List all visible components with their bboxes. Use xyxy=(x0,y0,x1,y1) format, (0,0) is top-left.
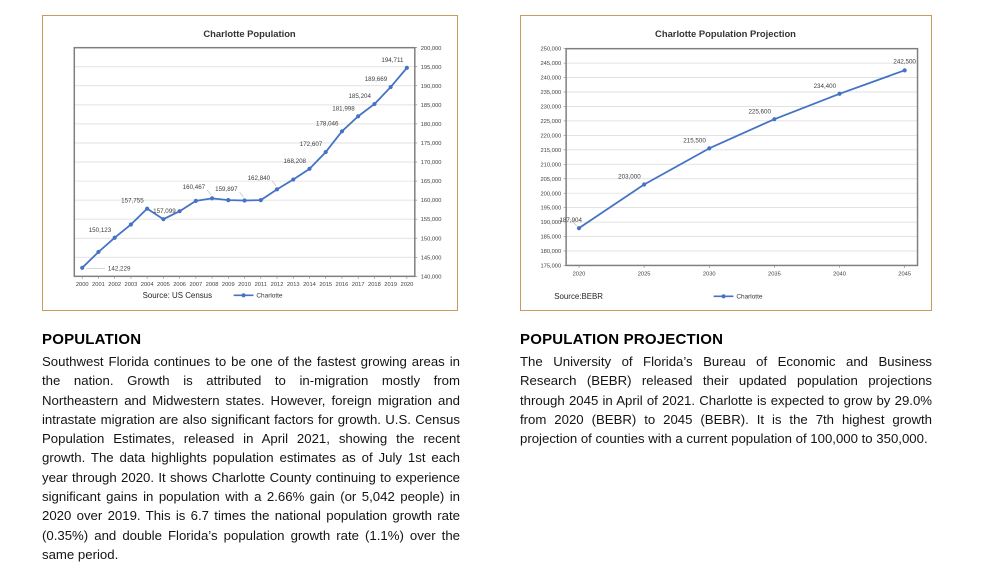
svg-text:2015: 2015 xyxy=(319,282,333,289)
svg-text:162,840: 162,840 xyxy=(247,174,271,182)
svg-text:175,000: 175,000 xyxy=(420,141,442,148)
svg-text:150,000: 150,000 xyxy=(420,236,442,243)
legend-label: Charlotte xyxy=(736,293,763,301)
svg-text:2013: 2013 xyxy=(286,282,300,289)
svg-text:190,000: 190,000 xyxy=(420,83,442,90)
population-body-text: Southwest Florida continues to be one of the fastest growing areas in the nation. Growth is attributed to in-migration mostly from Northeastern and Midwestern states. However, foreign migration and intrastate migration are also significant factors for growth. U.S. Census Population Estimates, released in April 2021, showing the recent growth. The data highlights population estimates as of July 1st each year through 2020. It shows Charlotte County continuing to experience significant gains in population with a 2.66% gain (or 5,042 people) in 2020 over 2019. This is 6.7 times the national population growth rate (0.35%) and double Florida’s population growth rate (1.1%) over the same period. xyxy=(42,354,460,562)
population-chart-card xyxy=(42,15,458,311)
svg-text:187,904: 187,904 xyxy=(559,217,582,225)
svg-text:200,000: 200,000 xyxy=(540,191,562,198)
svg-text:205,000: 205,000 xyxy=(540,176,562,183)
svg-text:2006: 2006 xyxy=(173,282,186,289)
svg-text:2011: 2011 xyxy=(254,282,267,289)
svg-text:180,000: 180,000 xyxy=(540,249,562,256)
chart-legend xyxy=(234,293,283,300)
svg-text:234,400: 234,400 xyxy=(813,82,837,90)
svg-text:159,897: 159,897 xyxy=(215,186,238,194)
svg-text:240,000: 240,000 xyxy=(540,75,562,82)
chart-title: Charlotte Population Projection xyxy=(655,27,796,39)
legend-marker-icon xyxy=(721,294,725,298)
axis-labels xyxy=(540,47,911,278)
svg-text:2003: 2003 xyxy=(124,282,138,289)
svg-text:189,669: 189,669 xyxy=(364,76,388,84)
svg-text:2019: 2019 xyxy=(384,282,398,289)
svg-text:2010: 2010 xyxy=(238,282,251,289)
svg-text:2020: 2020 xyxy=(400,282,414,289)
svg-text:2004: 2004 xyxy=(140,282,154,289)
svg-text:2016: 2016 xyxy=(335,282,349,289)
legend-label: Charlotte xyxy=(256,292,283,300)
svg-text:2000: 2000 xyxy=(75,282,89,289)
population-section xyxy=(42,331,460,564)
svg-text:220,000: 220,000 xyxy=(540,133,562,140)
svg-text:160,467: 160,467 xyxy=(182,183,206,191)
chart-legend xyxy=(714,294,763,301)
svg-text:185,000: 185,000 xyxy=(540,234,562,241)
svg-text:2018: 2018 xyxy=(368,282,381,289)
svg-text:235,000: 235,000 xyxy=(540,90,562,97)
data-labels xyxy=(559,58,916,226)
legend-marker-icon xyxy=(241,293,245,297)
chart-title: Charlotte Population xyxy=(203,27,296,39)
svg-text:250,000: 250,000 xyxy=(540,46,562,53)
svg-text:195,000: 195,000 xyxy=(420,64,442,71)
svg-text:190,000: 190,000 xyxy=(540,220,562,227)
svg-text:185,000: 185,000 xyxy=(420,102,442,109)
svg-text:142,229: 142,229 xyxy=(107,265,131,273)
svg-text:160,000: 160,000 xyxy=(420,198,442,205)
svg-text:2002: 2002 xyxy=(108,282,122,289)
svg-text:203,000: 203,000 xyxy=(618,173,641,181)
svg-text:145,000: 145,000 xyxy=(420,255,442,262)
population-projection-heading: POPULATION PROJECTION xyxy=(520,331,724,348)
svg-text:155,000: 155,000 xyxy=(420,217,442,224)
svg-text:225,600: 225,600 xyxy=(748,108,771,116)
svg-text:168,208: 168,208 xyxy=(283,157,307,165)
svg-text:165,000: 165,000 xyxy=(420,179,442,186)
svg-text:157,755: 157,755 xyxy=(121,197,144,205)
svg-text:200,000: 200,000 xyxy=(420,45,442,52)
chart-source: Source: US Census xyxy=(142,291,213,301)
svg-text:2012: 2012 xyxy=(270,282,284,289)
svg-text:2035: 2035 xyxy=(768,271,781,278)
svg-text:210,000: 210,000 xyxy=(540,162,562,169)
svg-text:195,000: 195,000 xyxy=(540,205,562,212)
svg-text:225,000: 225,000 xyxy=(540,119,562,126)
data-labels xyxy=(86,57,404,272)
svg-text:185,204: 185,204 xyxy=(348,93,371,101)
population-projection-section xyxy=(520,331,932,448)
svg-text:215,500: 215,500 xyxy=(683,137,706,145)
svg-text:194,711: 194,711 xyxy=(381,56,404,64)
svg-text:2017: 2017 xyxy=(351,282,365,289)
svg-text:2025: 2025 xyxy=(637,271,651,278)
population-heading: POPULATION xyxy=(42,331,142,348)
svg-text:157,099: 157,099 xyxy=(153,208,176,216)
population-projection-body-text: The University of Florida’s Bureau of Economic and Business Research (BEBR) released their updated population projections through 2045 in April of 2021. Charlotte is expected to grow by 29.0% from 2020 (BEBR) to 2045 (BEBR). It is the 7th highest growth projection of counties with a current population of 100,000 to 350,000. xyxy=(520,354,932,447)
series-line xyxy=(579,70,905,228)
series-markers xyxy=(577,68,907,230)
svg-text:170,000: 170,000 xyxy=(420,160,442,167)
svg-text:180,000: 180,000 xyxy=(420,121,442,128)
gridlines xyxy=(564,49,918,268)
svg-text:230,000: 230,000 xyxy=(540,104,562,111)
svg-text:2005: 2005 xyxy=(156,282,170,289)
charlotte-population-projection-chart xyxy=(521,16,930,309)
plot-border xyxy=(566,49,917,266)
chart-source: Source:BEBR xyxy=(554,292,604,302)
svg-text:181,998: 181,998 xyxy=(332,105,355,113)
charlotte-population-chart xyxy=(43,16,456,309)
svg-text:245,000: 245,000 xyxy=(540,61,562,68)
svg-text:2009: 2009 xyxy=(221,282,235,289)
svg-text:175,000: 175,000 xyxy=(540,263,562,270)
svg-text:242,500: 242,500 xyxy=(893,58,916,66)
svg-text:2045: 2045 xyxy=(898,271,912,278)
svg-text:2020: 2020 xyxy=(572,271,586,278)
svg-text:150,123: 150,123 xyxy=(88,226,112,234)
svg-text:2030: 2030 xyxy=(702,271,716,278)
svg-text:2008: 2008 xyxy=(205,282,219,289)
svg-text:178,046: 178,046 xyxy=(316,120,339,128)
svg-text:2007: 2007 xyxy=(189,282,203,289)
svg-text:140,000: 140,000 xyxy=(420,274,442,281)
population-projection-chart-card xyxy=(520,15,932,311)
svg-text:2001: 2001 xyxy=(92,282,105,289)
svg-text:2014: 2014 xyxy=(303,282,316,289)
svg-text:215,000: 215,000 xyxy=(540,147,562,154)
svg-text:172,607: 172,607 xyxy=(299,141,323,149)
svg-text:2040: 2040 xyxy=(833,271,846,278)
